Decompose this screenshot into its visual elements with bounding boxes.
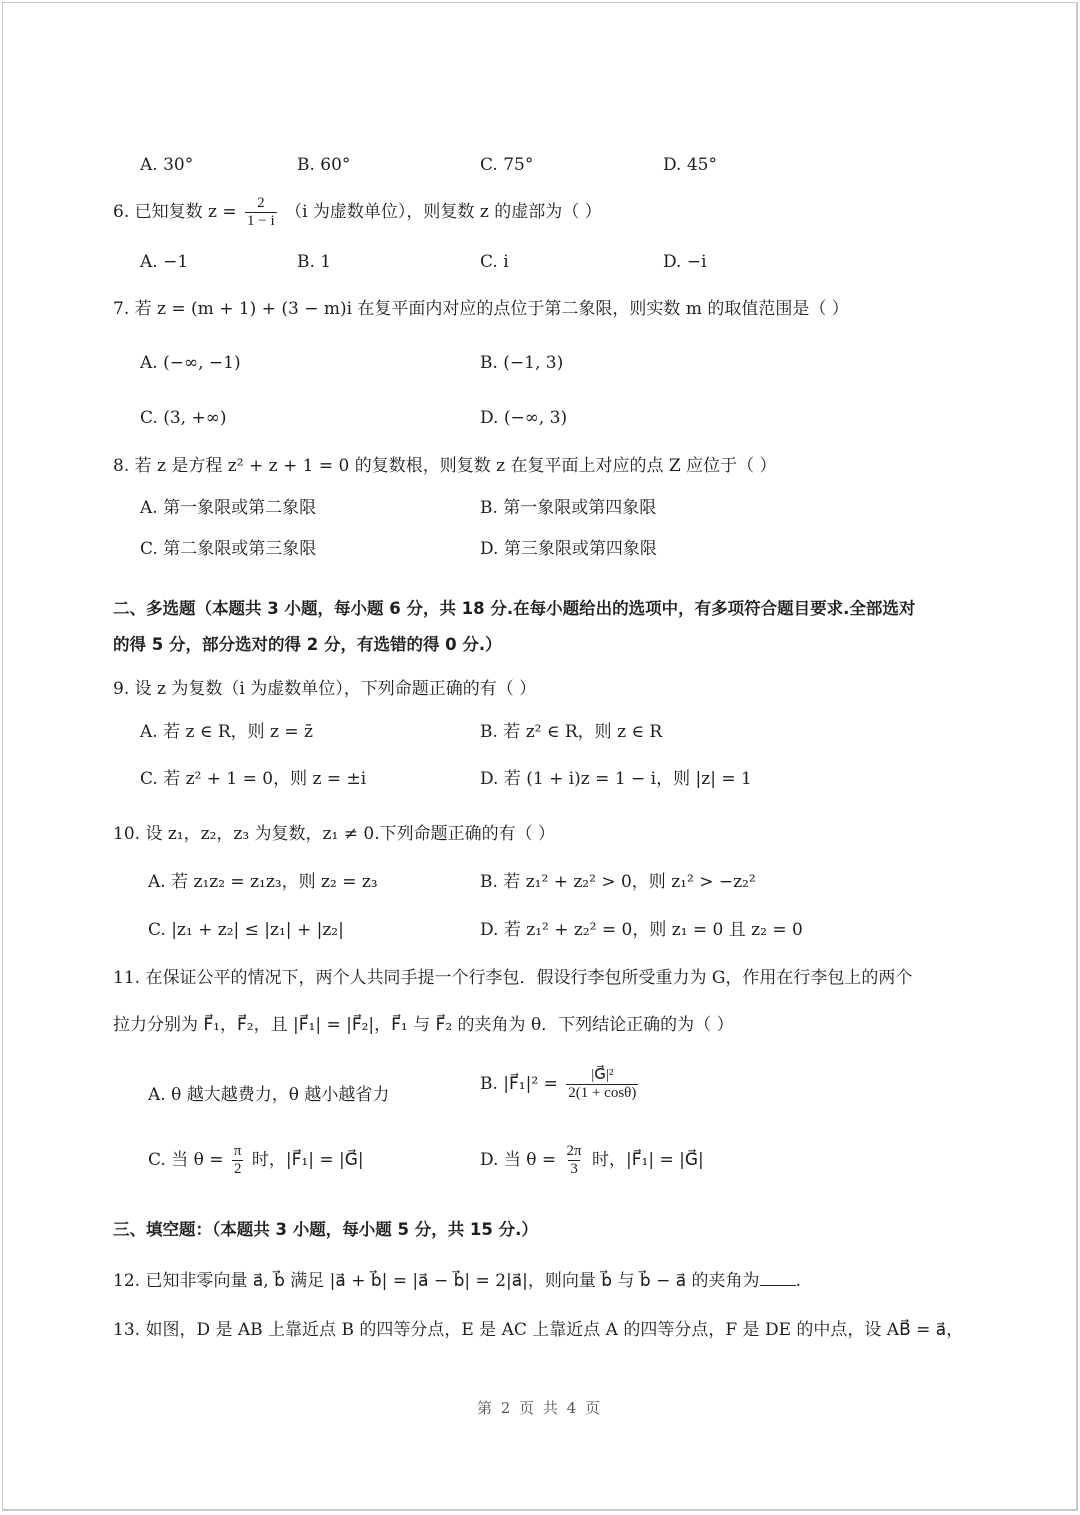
question-9: 9. 设 z 为复数（i 为虚数单位），下列命题正确的有（ ） — [113, 679, 537, 699]
question-11-line2: 拉力分别为 F⃗₁，F⃗₂，且 |F⃗₁| = |F⃗₂|，F⃗₁ 与 F⃗₂ 的夹角为 θ．下列结论正确的为（ ） — [113, 1015, 734, 1035]
q8-option-d: D. 第三象限或第四象限 — [480, 539, 657, 559]
q6-fraction — [245, 195, 277, 230]
q11-c-fraction — [232, 1143, 244, 1178]
exam-page — [2, 2, 1078, 1511]
q11-d-den: 3 — [570, 1160, 578, 1177]
q11-option-d — [480, 1143, 704, 1178]
q12-text: 12. 已知非零向量 a⃗, b⃗ 满足 |a⃗ + b⃗| = |a⃗ − b⃗| = 2|a⃗|，则向量 b⃗ 与 b⃗ − a⃗ 的夹角为 — [113, 1271, 760, 1291]
q11-c-suffix: 时，|F⃗₁| = |G⃗| — [251, 1149, 364, 1170]
q11-b-den: 2(1 + cosθ) — [568, 1084, 637, 1101]
q11-b-fraction — [566, 1067, 638, 1102]
q12-end: . — [795, 1271, 801, 1291]
q9-option-a: A. 若 z ∈ R，则 z = z̄ — [140, 722, 314, 742]
q11-b-prefix: B. |F⃗₁|² = — [480, 1073, 558, 1094]
q5-option-a: A. 30° — [140, 155, 194, 175]
q9-option-c: C. 若 z² + 1 = 0，则 z = ±i — [140, 769, 367, 789]
q7-option-c: C. (3, +∞) — [140, 408, 227, 428]
q8-option-a: A. 第一象限或第二象限 — [140, 498, 317, 518]
q5-option-c: C. 75° — [480, 155, 534, 175]
q9-option-d: D. 若 (1 + i)z = 1 − i，则 |z| = 1 — [480, 769, 752, 789]
question-7: 7. 若 z = (m + 1) + (3 − m)i 在复平面内对应的点位于第二象限，则实数 m 的取值范围是（ ） — [113, 299, 849, 319]
q10-option-c: C. |z₁ + z₂| ≤ |z₁| + |z₂| — [148, 920, 344, 940]
q11-c-prefix: C. 当 θ = — [148, 1149, 224, 1170]
q6-suffix: （i 为虚数单位），则复数 z 的虚部为（ ） — [285, 201, 602, 222]
q5-option-b: B. 60° — [297, 155, 351, 175]
q7-option-b: B. (−1, 3) — [480, 353, 564, 373]
q7-option-d: D. (−∞, 3) — [480, 408, 568, 428]
q11-d-prefix: D. 当 θ = — [480, 1149, 557, 1170]
question-8: 8. 若 z 是方程 z² + z + 1 = 0 的复数根，则复数 z 在复平面上对应的点 Z 应位于（ ） — [113, 456, 777, 476]
question-12 — [113, 1271, 801, 1291]
q11-c-num: π — [233, 1143, 242, 1159]
section-2-heading-line1: 二、多选题（本题共 3 小题，每小题 6 分，共 18 分.在每小题给出的选项中，有多项符合题目要求.全部选对 — [113, 599, 916, 618]
q11-d-suffix: 时，|F⃗₁| = |G⃗| — [592, 1149, 704, 1170]
question-10: 10. 设 z₁，z₂，z₃ 为复数，z₁ ≠ 0.下列命题正确的有（ ） — [113, 824, 556, 844]
q11-d-fraction — [565, 1143, 584, 1178]
q10-option-a: A. 若 z₁z₂ = z₁z₃，则 z₂ = z₃ — [148, 872, 378, 892]
q7-option-a: A. (−∞, −1) — [140, 353, 241, 373]
question-13: 13. 如图，D 是 AB 上靠近点 B 的四等分点，E 是 AC 上靠近点 A 的四等分点，F 是 DE 的中点，设 AB⃗ = a⃗， — [113, 1320, 964, 1340]
q11-option-a: A. θ 越大越费力，θ 越小越省力 — [148, 1085, 390, 1105]
page-footer: 第 2 页 共 4 页 — [477, 1399, 602, 1417]
q11-c-den: 2 — [233, 1160, 242, 1177]
q10-option-b: B. 若 z₁² + z₂² > 0，则 z₁² > −z₂² — [480, 872, 756, 892]
q5-option-d: D. 45° — [663, 155, 717, 175]
question-11-line1: 11. 在保证公平的情况下，两个人共同手提一个行李包．假设行李包所受重力为 G，作用在行李包上的两个 — [113, 968, 913, 988]
q8-option-b: B. 第一象限或第四象限 — [480, 498, 657, 518]
q9-option-b: B. 若 z² ∈ R，则 z ∈ R — [480, 722, 663, 742]
q11-option-b — [480, 1067, 641, 1102]
q6-prefix: 6. 已知复数 z = — [113, 201, 237, 222]
q6-option-d: D. −i — [663, 252, 707, 272]
q11-option-c — [148, 1143, 364, 1178]
q11-b-num: |G⃗|² — [591, 1067, 614, 1083]
q6-option-b: B. 1 — [297, 252, 332, 272]
q8-option-c: C. 第二象限或第三象限 — [140, 539, 317, 559]
q6-frac-num: 2 — [257, 195, 265, 211]
section-3-heading: 三、填空题：（本题共 3 小题，每小题 5 分，共 15 分.） — [113, 1220, 538, 1239]
section-2-heading-line2: 的得 5 分，部分选对的得 2 分，有选错的得 0 分.） — [113, 635, 502, 654]
q11-d-num: 2π — [566, 1143, 582, 1159]
q6-frac-den: 1 − i — [247, 212, 275, 229]
question-6 — [113, 195, 602, 230]
q10-option-d: D. 若 z₁² + z₂² = 0，则 z₁ = 0 且 z₂ = 0 — [480, 920, 803, 940]
q6-option-a: A. −1 — [140, 252, 189, 272]
q6-option-c: C. i — [480, 252, 509, 272]
q12-answer-blank[interactable] — [760, 1271, 796, 1286]
